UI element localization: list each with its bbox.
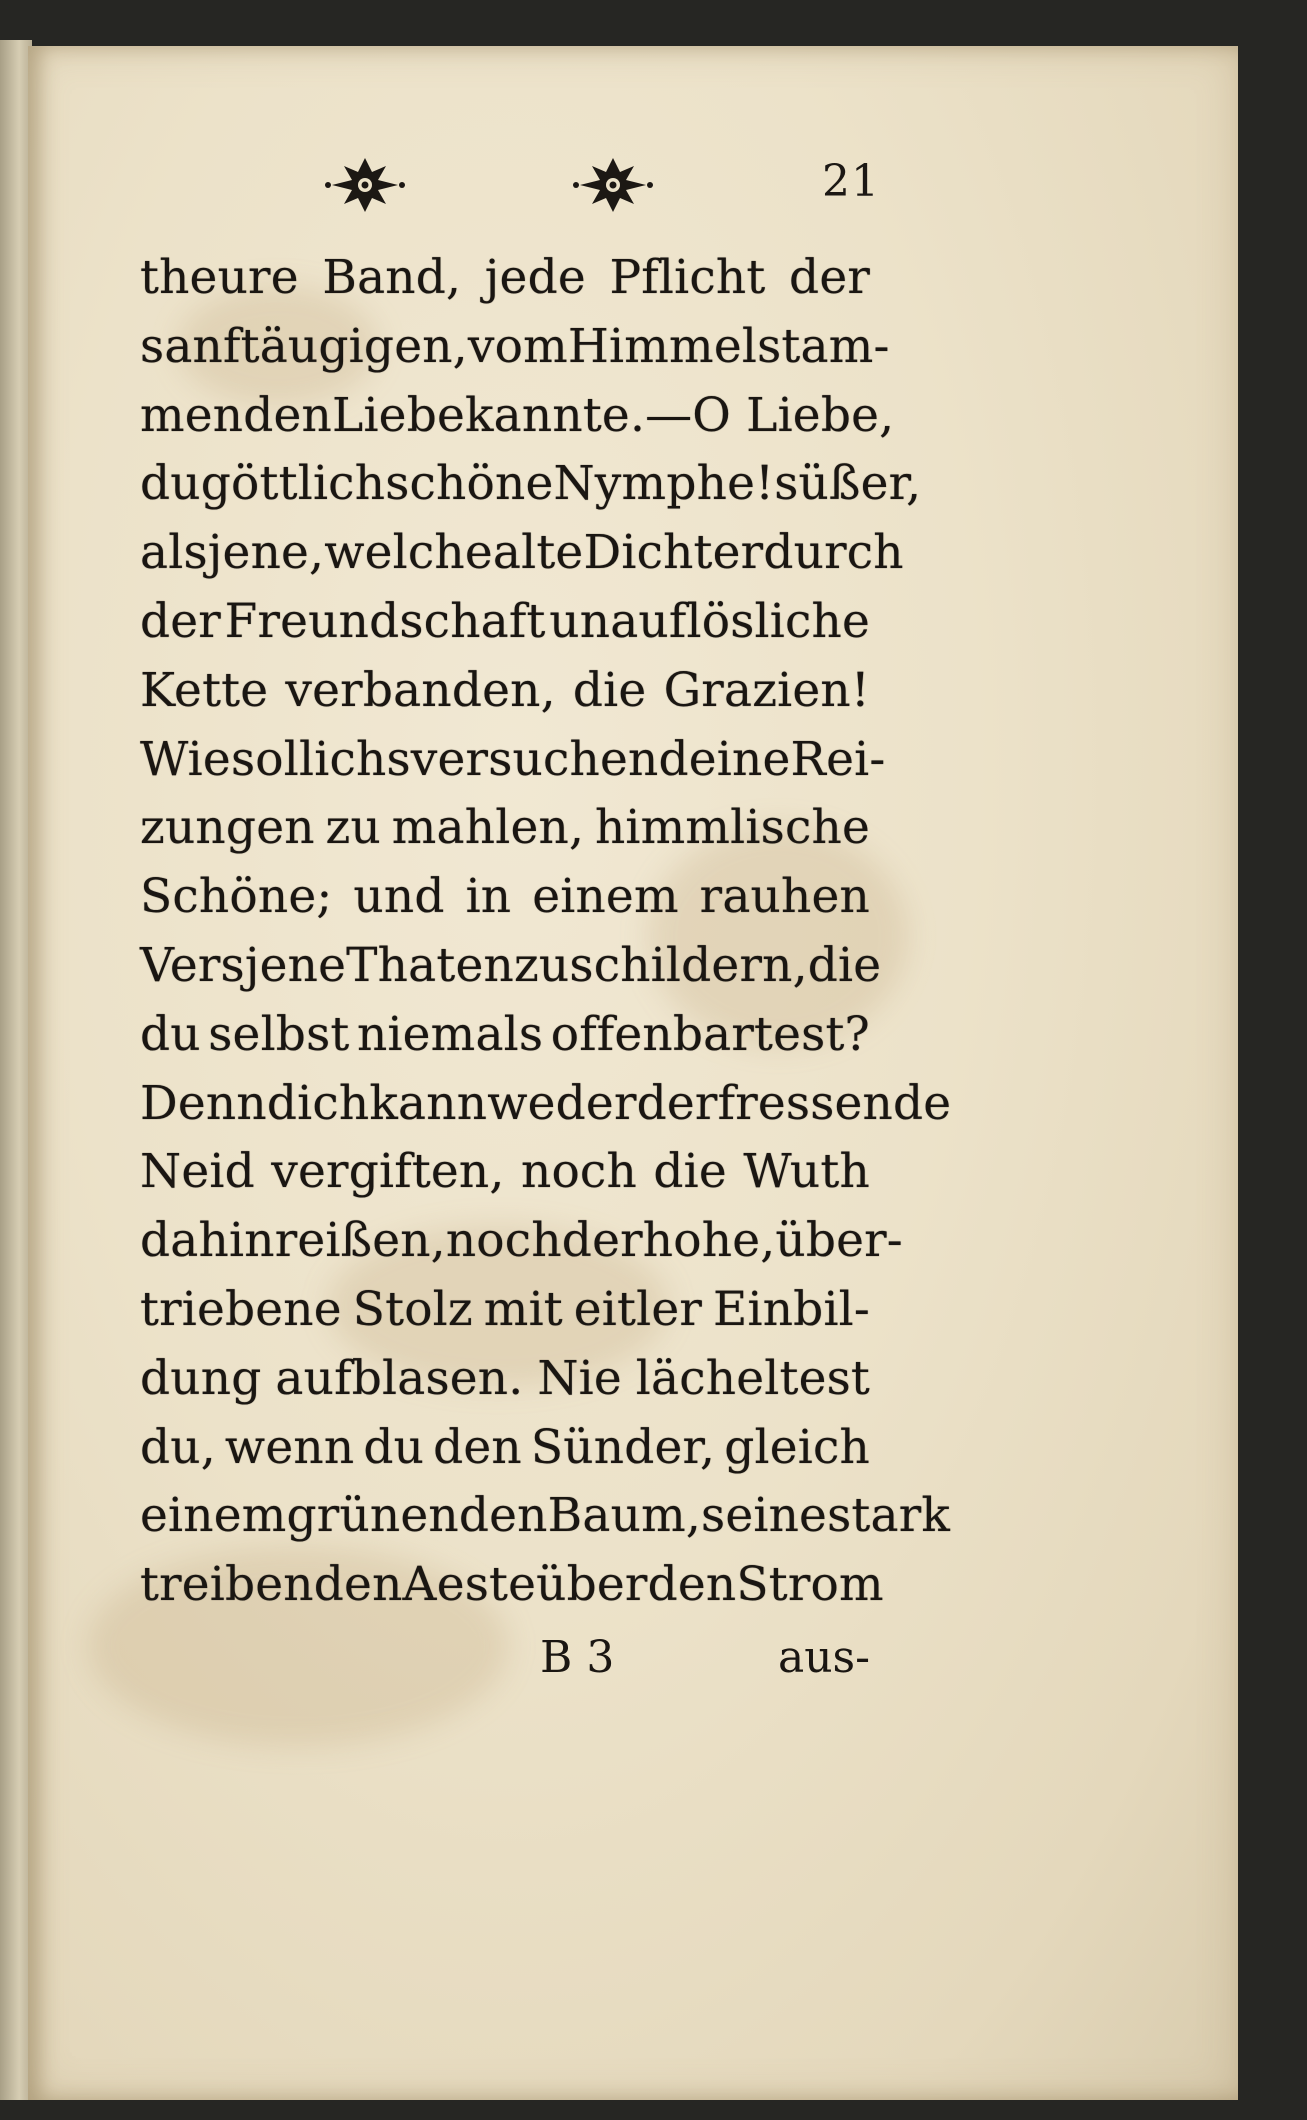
text-line	[140, 1276, 870, 1345]
word: wenn	[224, 1419, 355, 1475]
word: jene,	[207, 525, 325, 581]
word: lächeltest	[635, 1350, 870, 1406]
word: hohe,	[642, 1213, 776, 1269]
word: theure	[140, 250, 299, 305]
word: deine	[658, 731, 791, 787]
word: über-	[775, 1213, 903, 1269]
word: Denn	[140, 1075, 267, 1131]
word: Schöne;	[140, 869, 333, 925]
word: du	[140, 1006, 201, 1062]
word: triebene	[140, 1281, 342, 1337]
text-line	[140, 932, 882, 1001]
word: einem	[532, 869, 679, 925]
running-header	[300, 150, 880, 220]
word: verbanden,	[285, 662, 556, 718]
text-line	[140, 1001, 870, 1070]
word: die	[807, 937, 882, 993]
word: Baum,	[547, 1488, 701, 1544]
word: Himmel	[567, 318, 758, 374]
word: Stolz	[352, 1281, 473, 1337]
word: O Liebe,	[692, 387, 895, 443]
word: Sünder,	[530, 1419, 716, 1475]
text-line	[140, 519, 904, 588]
word: über	[536, 1557, 648, 1613]
word: in	[465, 869, 512, 925]
word: Band,	[322, 250, 462, 305]
text-line	[140, 657, 870, 726]
word: Pflicht	[609, 250, 766, 305]
word: jede	[484, 250, 586, 305]
text-line	[140, 1207, 903, 1276]
word: Kette	[140, 662, 269, 718]
word: dung	[140, 1350, 262, 1406]
word: unauflösliche	[549, 593, 870, 649]
word: noch	[520, 1144, 637, 1200]
word: die	[572, 662, 647, 718]
word: mit	[483, 1281, 563, 1337]
word: dahin	[140, 1213, 275, 1269]
word: reißen,	[274, 1213, 446, 1269]
text-line	[140, 726, 886, 795]
word: schöne	[385, 456, 554, 512]
word: Wie	[140, 731, 231, 787]
text-line	[140, 450, 922, 519]
word: Strom	[736, 1557, 884, 1613]
word: seine	[701, 1488, 828, 1544]
word: zu	[513, 937, 570, 993]
word: jene	[244, 937, 347, 993]
word: zungen	[140, 800, 315, 856]
word: mahlen,	[391, 800, 585, 856]
word: einem	[140, 1488, 287, 1544]
word: sanftäugigen,	[140, 318, 468, 374]
word: den	[433, 1419, 522, 1475]
text-line	[140, 382, 895, 451]
word: noch	[445, 1213, 562, 1269]
word: grünenden	[286, 1488, 548, 1544]
text-line	[140, 1414, 870, 1483]
text-line	[140, 1070, 952, 1139]
word: selbst	[208, 1006, 350, 1062]
word: stark	[827, 1488, 951, 1544]
word: Thaten	[346, 937, 514, 993]
word: du,	[140, 1419, 216, 1475]
catchword: aus-	[777, 1632, 870, 1683]
word: den	[647, 1557, 737, 1613]
word: kannte.	[465, 387, 646, 443]
word: Rei-	[790, 731, 886, 787]
word: und	[353, 869, 445, 925]
word: vergiften,	[271, 1144, 505, 1200]
word: süßer,	[774, 456, 922, 512]
word: Dichter	[583, 525, 764, 581]
text-line	[140, 1345, 870, 1414]
page-footer	[140, 1632, 870, 1702]
word: Vers	[140, 937, 245, 993]
word: Einbil-	[712, 1281, 870, 1337]
text-line	[140, 244, 870, 313]
signature-mark: B 3	[540, 1632, 615, 1683]
word: die	[653, 1144, 727, 1200]
text-line	[140, 1138, 870, 1207]
word: offenbartest?	[550, 1006, 870, 1062]
word: zu	[325, 800, 381, 856]
word: menden	[140, 387, 333, 443]
body-text	[140, 244, 952, 1620]
word: welche	[324, 525, 493, 581]
word: du	[140, 456, 201, 512]
printer-ornament-icon	[568, 150, 658, 220]
word: eitler	[573, 1281, 703, 1337]
word: alte	[492, 525, 584, 581]
word: rauhen	[699, 869, 870, 925]
word: der	[789, 250, 870, 305]
text-line	[140, 1551, 884, 1620]
word: Grazien!	[663, 662, 870, 718]
word: kann	[369, 1075, 488, 1131]
word: niemals	[356, 1006, 544, 1062]
word: als	[140, 525, 208, 581]
word: ichs	[314, 731, 411, 787]
word: himmlische	[594, 800, 870, 856]
word: göttlich	[200, 456, 386, 512]
word: du	[363, 1419, 425, 1475]
word: schildern,	[569, 937, 808, 993]
word: aufblasen.	[275, 1350, 524, 1406]
word: der	[140, 593, 221, 649]
word: Aeste	[402, 1557, 537, 1613]
word: Nymphe!	[553, 456, 775, 512]
text-line	[140, 1482, 951, 1551]
word: Liebe	[332, 387, 465, 443]
word: vom	[467, 318, 568, 374]
word: dich	[266, 1075, 370, 1131]
word: durch	[763, 525, 904, 581]
word: versuchen	[410, 731, 659, 787]
word: —	[645, 387, 693, 443]
word: treibenden	[140, 1557, 403, 1613]
word: der	[636, 1075, 718, 1131]
word: weder	[487, 1075, 637, 1131]
word: fressende	[717, 1075, 952, 1131]
text-line	[140, 313, 890, 382]
word: gleich	[724, 1419, 870, 1475]
page-number: 21	[822, 156, 880, 207]
printer-ornament-icon	[320, 150, 410, 220]
text-line	[140, 588, 870, 657]
text-line	[140, 794, 870, 863]
word: soll	[230, 731, 315, 787]
word: stam-	[757, 318, 890, 374]
word: der	[561, 1213, 643, 1269]
text-line	[140, 863, 870, 932]
word: Nie	[537, 1350, 622, 1406]
word: Wuth	[743, 1144, 870, 1200]
word: Neid	[140, 1144, 255, 1200]
word: Freundschaft	[224, 593, 546, 649]
